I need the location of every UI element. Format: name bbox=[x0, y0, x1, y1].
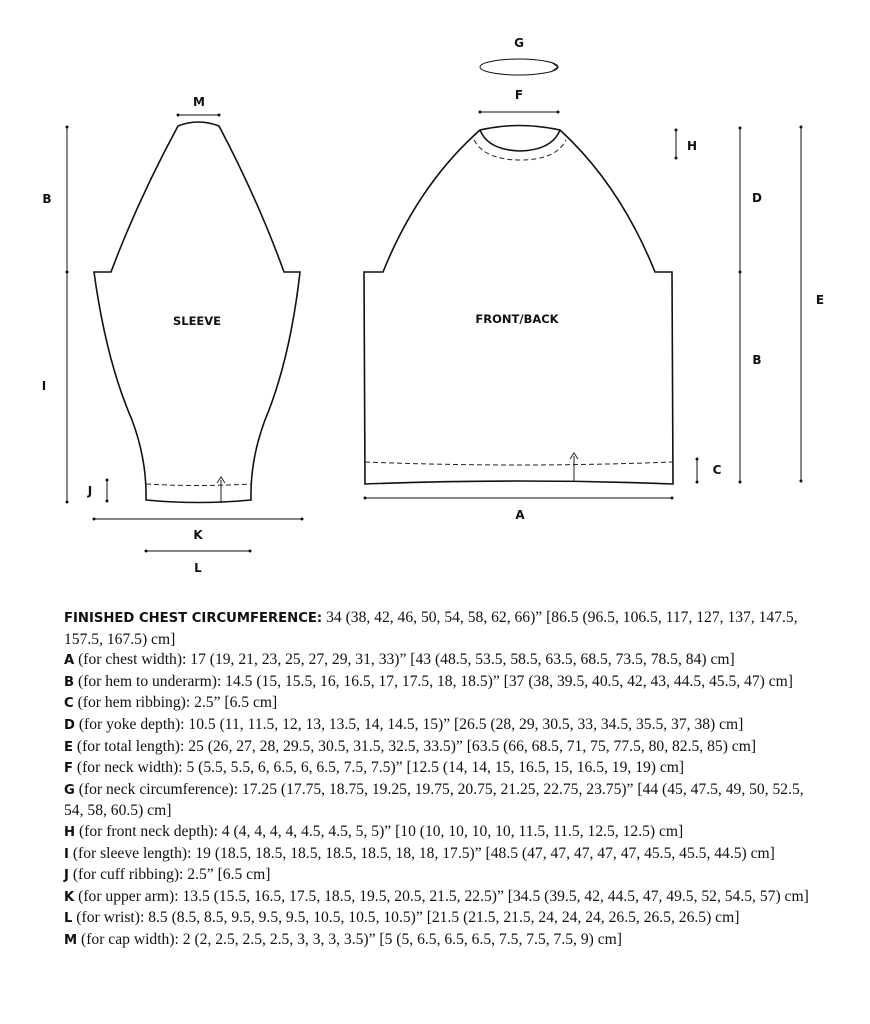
measurement-chest bbox=[64, 608, 824, 650]
neckline-rib-line bbox=[474, 140, 566, 160]
measurement-e bbox=[64, 737, 824, 759]
dim-l bbox=[145, 550, 252, 576]
measurement-key: FINISHED CHEST CIRCUMFERENCE: bbox=[64, 611, 323, 626]
label-a: A bbox=[515, 508, 525, 522]
measurement-i bbox=[64, 844, 824, 866]
measurement-b bbox=[64, 672, 824, 694]
measurement-d bbox=[64, 715, 824, 737]
measurement-key: G bbox=[64, 782, 75, 798]
measurement-m bbox=[64, 930, 824, 952]
sleeve-cuff-rib-line bbox=[146, 484, 251, 486]
measurement-key: B bbox=[64, 674, 75, 690]
measurement-value: (for cap width): 2 (2, 2.5, 2.5, 2.5, 3, 3, 3, 3.5)” [5 (5, 6.5, 6.5, 6.5, 7.5, 7.5, 7.5, 9) cm] bbox=[77, 930, 622, 948]
label-l: L bbox=[194, 561, 202, 575]
dim-b-sleeve bbox=[42, 126, 68, 274]
measurement-value: (for wrist): 8.5 (8.5, 8.5, 9.5, 9.5, 9.5, 10.5, 10.5, 10.5)” [21.5 (21.5, 21.5, 24, 24, 24, 26.5, 26.5, 26.5) cm] bbox=[72, 909, 740, 927]
measurement-value: (for neck circumference): 17.25 (17.75, 18.75, 19.25, 19.75, 20.75, 21.25, 22.75, 23.75)” [44 (45, 47.5, 49, 50, 52.5, 54, 58, 60.5) cm] bbox=[64, 780, 804, 820]
measurement-key: M bbox=[64, 932, 78, 948]
dim-h bbox=[675, 129, 698, 160]
dim-d bbox=[739, 127, 763, 274]
dim-k bbox=[93, 518, 304, 543]
label-g: G bbox=[514, 36, 524, 50]
measurement-value: (for cuff ribbing): 2.5” [6.5 cm] bbox=[68, 866, 271, 884]
measurement-value: (for hem ribbing): 2.5” [6.5 cm] bbox=[73, 694, 278, 712]
label-c: C bbox=[712, 463, 722, 477]
measurement-value: (for total length): 25 (26, 27, 28, 29.5, 30.5, 31.5, 32.5, 33.5)” [63.5 (66, 68.5, 71, 75, 77.5, 80, 82.5, 85) cm] bbox=[73, 737, 757, 755]
label-f: F bbox=[514, 88, 524, 102]
label-k: K bbox=[193, 528, 203, 542]
measurement-value: 34 (38, 42, 46, 50, 54, 58, 62, 66)” [86.5 (96.5, 106.5, 117, 127, 137, 147.5, 157.5, 167.5) cm] bbox=[64, 609, 798, 648]
dim-g bbox=[480, 36, 558, 75]
dim-b-body bbox=[739, 272, 762, 484]
label-h: H bbox=[686, 139, 698, 153]
label-e: E bbox=[815, 293, 825, 307]
measurement-k bbox=[64, 887, 824, 909]
measurement-value: (for neck width): 5 (5.5, 5.5, 6, 6.5, 6, 6.5, 7.5, 7.5)” [12.5 (14, 14, 15, 16.5, 15, 16.5, 19, 19) cm] bbox=[73, 759, 685, 777]
measurement-key: C bbox=[64, 696, 74, 712]
dim-m bbox=[177, 95, 221, 117]
dim-a bbox=[364, 497, 674, 523]
measurement-value: (for upper arm): 13.5 (15.5, 16.5, 17.5, 18.5, 19.5, 20.5, 21.5, 22.5)” [34.5 (39.5, 42, 44.5, 47, 49.5, 52, 54.5, 57) cm] bbox=[74, 887, 809, 905]
measurement-key: F bbox=[64, 761, 74, 777]
dim-e bbox=[800, 126, 825, 483]
measurement-key: K bbox=[64, 889, 75, 905]
dim-j bbox=[87, 479, 109, 503]
label-i: I bbox=[41, 379, 47, 393]
measurement-key: J bbox=[64, 868, 69, 884]
measurement-value: (for yoke depth): 10.5 (11, 11.5, 12, 13, 13.5, 14, 14.5, 15)” [26.5 (28, 29, 30.5, 33, 34.5, 35.5, 37, 38) cm] bbox=[74, 715, 744, 733]
measurement-key: D bbox=[64, 717, 75, 733]
sleeve-outline bbox=[94, 122, 300, 503]
measurement-j bbox=[64, 865, 824, 887]
measurement-key: I bbox=[64, 846, 69, 862]
front-back-piece bbox=[364, 126, 673, 485]
hem-rib-line bbox=[365, 462, 672, 465]
measurement-key: H bbox=[64, 824, 76, 840]
dim-f bbox=[479, 88, 560, 114]
measurements-list bbox=[64, 608, 824, 952]
dim-c bbox=[696, 458, 722, 484]
measurement-h bbox=[64, 822, 824, 844]
label-b-sleeve: B bbox=[42, 192, 52, 206]
measurement-l bbox=[64, 908, 824, 930]
measurement-value: (for sleeve length): 19 (18.5, 18.5, 18.5, 18.5, 18.5, 18, 18, 17.5)” [48.5 (47, 47, 47, 47, 47, 45.5, 45.5, 44.5) cm] bbox=[68, 844, 775, 862]
label-j: J bbox=[87, 484, 93, 498]
front-back-outline bbox=[364, 126, 673, 485]
dim-i bbox=[42, 272, 69, 504]
sleeve-piece bbox=[94, 122, 300, 503]
neckline-shape bbox=[480, 130, 560, 151]
front-back-label: FRONT/BACK bbox=[475, 312, 559, 326]
measurement-key: L bbox=[64, 911, 73, 927]
label-d: D bbox=[752, 191, 762, 205]
measurement-value: (for hem to underarm): 14.5 (15, 15.5, 16, 16.5, 17, 17.5, 18, 18.5)” [37 (38, 39.5, 40.5, 42, 43, 44.5, 45.5, 47) cm] bbox=[74, 672, 794, 690]
measurement-g bbox=[64, 780, 824, 822]
measurement-c bbox=[64, 693, 824, 715]
measurement-value: (for front neck depth): 4 (4, 4, 4, 4, 4.5, 4.5, 5, 5)” [10 (10, 10, 10, 10, 11.5, 11.5, 12.5, 12.5) cm] bbox=[75, 822, 684, 840]
measurement-key: E bbox=[64, 739, 74, 755]
measurement-f bbox=[64, 758, 824, 780]
label-m: M bbox=[193, 95, 205, 109]
measurement-key: A bbox=[64, 653, 75, 669]
measurement-value: (for chest width): 17 (19, 21, 23, 25, 27, 29, 31, 33)” [43 (48.5, 53.5, 58.5, 63.5, 68.5, 73.5, 78.5, 84) cm] bbox=[74, 651, 735, 669]
sleeve-label: SLEEVE bbox=[172, 314, 222, 328]
measurement-a bbox=[64, 650, 824, 672]
label-b-body: B bbox=[752, 353, 762, 367]
